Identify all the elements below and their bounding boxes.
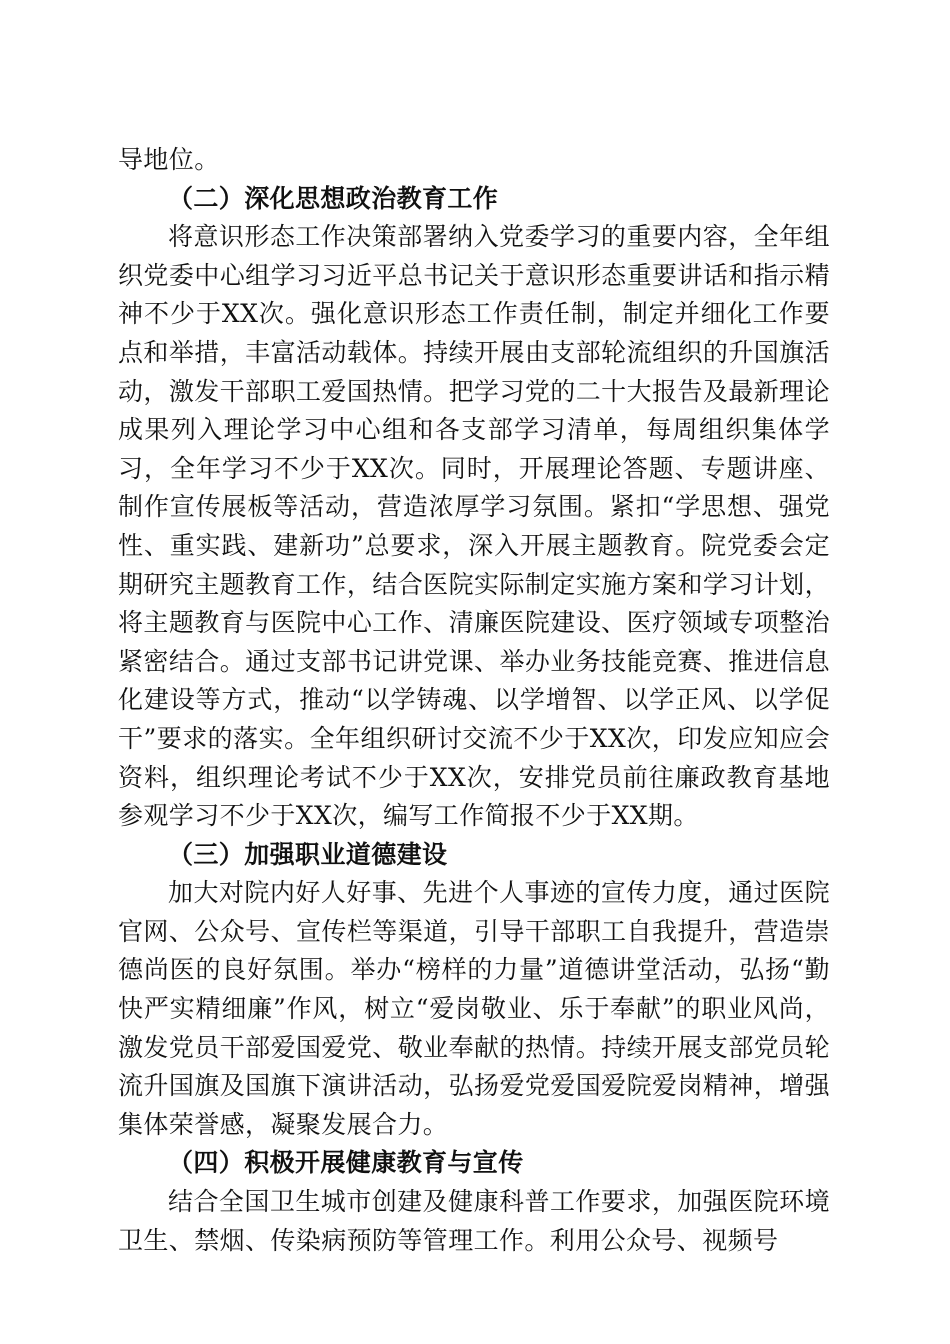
section-heading-4: （四）积极开展健康教育与宣传	[168, 1148, 524, 1178]
section-heading-3: （三）加强职业道德建设	[168, 839, 448, 869]
paragraph-ideological-education: 将意识形态工作决策部署纳入党委学习的重要内容，全年组织党委中心组学习习近平总书记关于意识形态重要讲话和指示精神不少于XX次。强化意识形态工作责任制，制定并细化工作要点和举措，丰富活动载体。持续开展由支部轮流组织的升国旗活动，激发干部职工爱国热情。把学习党的二十大报告及最新理论成果列入理论学习中心组和各支部学习清单，每周组织集体学习，全年学习不少于XX次。同时，开展理论答题、专题讲座、制作宣传展板等活动，营造浓厚学习氛围。紧扣“学思想、强党性、重实践、建新功”总要求，深入开展主题教育。院党委会定期研究主题教育工作，结合医院实际制定实施方案和学习计划，将主题教育与医院中心工作、清廉医院建设、医疗领域专项整治紧密结合。通过支部书记讲党课、举办业务技能竞赛、推进信息化建设等方式，推动“以学铸魂、以学增智、以学正风、以学促干”要求的落实。全年组织研讨交流不少于XX次，印发应知应会资料，组织理论考试不少于XX次，安排党员前往廉政教育基地参观学习不少于XX次，编写工作简报不少于XX期。	[118, 222, 830, 831]
paragraph-continuation: 导地位。	[118, 145, 220, 174]
paragraph-health-education: 结合全国卫生城市创建及健康科普工作要求，加强医院环境卫生、禁烟、传染病预防等管理工作。利用公众号、视频号	[118, 1187, 830, 1255]
paragraph-professional-ethics: 加大对院内好人好事、先进个人事迹的宣传力度，通过医院官网、公众号、宣传栏等渠道，引导干部职工自我提升，营造崇德尚医的良好氛围。举办“榜样的力量”道德讲堂活动，弘扬“勤快严实精细廉”作风，树立“爱岗敬业、乐于奉献”的职业风尚，激发党员干部爱国爱党、敬业奉献的热情。持续开展支部党员轮流升国旗及国旗下演讲活动，弘扬爱党爱国爱院爱岗精神，增强集体荣誉感，凝聚发展合力。	[118, 878, 830, 1139]
section-heading-2: （二）深化思想政治教育工作	[168, 183, 499, 213]
document-body	[118, 141, 830, 1260]
